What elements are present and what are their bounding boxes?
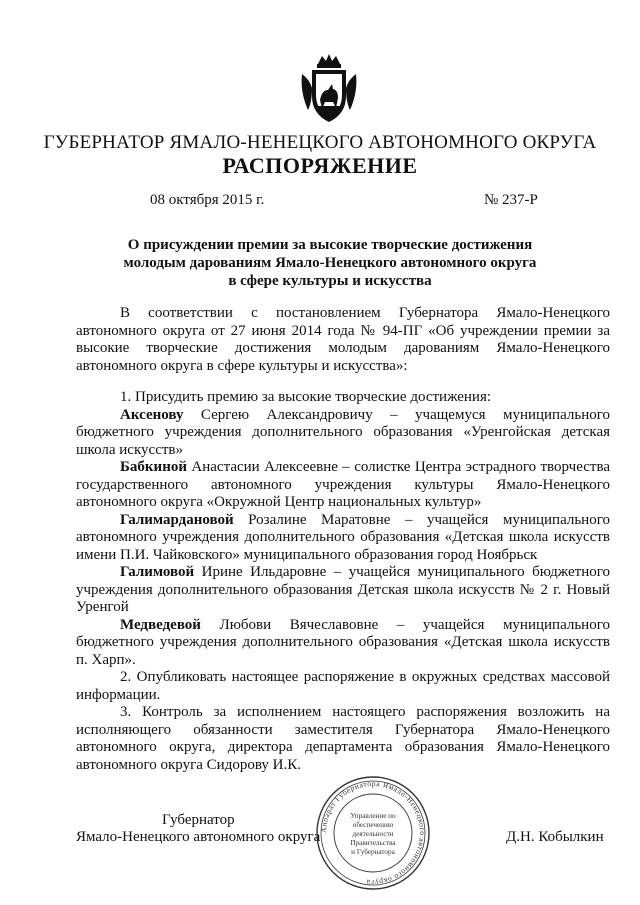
signatory-name: Д.Н. Кобылкин xyxy=(506,829,604,845)
preamble-paragraph: В соответствии с постановлением Губернатора Ямало-Ненецкого автономного округа от 27 июня 2014 года № 94-ПГ «Об учреждении премии за высокие творческие достижения молодым дарованиям Ямало-Ненецкого автономного округа в сфере культуры и искусства»: xyxy=(76,305,610,374)
signatory-title-region: Ямало-Ненецкого автономного округа xyxy=(76,829,321,845)
awardee-details: Любови Вячеславовне – учащейся муниципального бюджетного учреждения дополнительного образования «Детская школа искусств п. Харп». xyxy=(76,616,610,668)
awardee-surname: Бабкиной xyxy=(120,459,187,475)
awardee-entry xyxy=(76,459,610,512)
awardee-details: Сергею Александровичу – учащемуся муниципального бюджетного учреждения дополнительного образования «Уренгойская детская школа искусств» xyxy=(76,406,610,458)
awardee-surname: Медведевой xyxy=(120,616,201,633)
stamp-center-line: Правительства xyxy=(350,839,396,847)
document-date: 08 октября 2015 г. xyxy=(150,192,265,208)
stamp-center-line: деятельности xyxy=(352,830,394,838)
stamp-center-line: обеспечению xyxy=(352,821,394,829)
stamp-center-line: и Губернатора xyxy=(351,848,395,856)
official-stamp xyxy=(314,774,432,892)
awardee-details: Анастасии Алексеевне – солистке Центра эстрадного творчества государственного автономного учреждения культуры Ямало-Ненецкого автономного округа «Окружной Центр национальных культур» xyxy=(76,459,610,510)
item-3: 3. Контроль за исполнением настоящего распоряжения возложить на исполняющего обязанности заместителя Губернатора Ямало-Ненецкого автономного округа, директора департамента образования Ямало-Ненецкого автономного округа Сидорову И.К. xyxy=(76,704,610,773)
coat-of-arms-icon xyxy=(298,52,360,126)
stamp-center-line: Управление по xyxy=(350,812,396,820)
awardee-surname: Галимовой xyxy=(120,564,195,580)
document-number: № 237-Р xyxy=(484,192,538,208)
subject-line: О присуждении премии за высокие творческие достижения xyxy=(127,237,533,253)
item-1: 1. Присудить премию за высокие творческие достижения: xyxy=(120,389,492,405)
awardee-details: Розалине Маратовне – учащейся муниципального автономного учреждения дополнительного образования «Детская школа искусств имени П.И. Чайковского» муниципального образования город Ноябрьск xyxy=(76,511,610,563)
awardee-entry xyxy=(76,564,610,617)
awardee-entry xyxy=(76,617,610,670)
awardee-details: Ирине Ильдаровне – учащейся муниципального бюджетного учреждения дополнительного образования Детская школа искусств № 2 г. Новый Уренгой xyxy=(76,564,610,615)
governor-title: ГУБЕРНАТОР ЯМАЛО-НЕНЕЦКОГО АВТОНОМНОГО ОКРУГА xyxy=(43,132,597,153)
awardee-entry xyxy=(76,407,610,460)
subject-line: молодым дарованиям Ямало-Ненецкого автономного округа xyxy=(123,255,537,271)
document-subject xyxy=(100,236,560,290)
signatory-title: Губернатор xyxy=(162,812,235,828)
document-body xyxy=(76,305,610,774)
awardee-surname: Аксенову xyxy=(120,406,184,423)
awardee-entry xyxy=(76,512,610,565)
item-2: 2. Опубликовать настоящее распоряжение в окружных средствах массовой информации. xyxy=(76,669,610,703)
document-type: РАСПОРЯЖЕНИЕ xyxy=(222,153,418,178)
stamp-ring-text: Аппарат Губернатора Ямало-Ненецкого автономного округа xyxy=(318,778,428,888)
awardee-surname: Галимардановой xyxy=(120,511,234,528)
subject-line: в сфере культуры и искусства xyxy=(228,273,432,289)
